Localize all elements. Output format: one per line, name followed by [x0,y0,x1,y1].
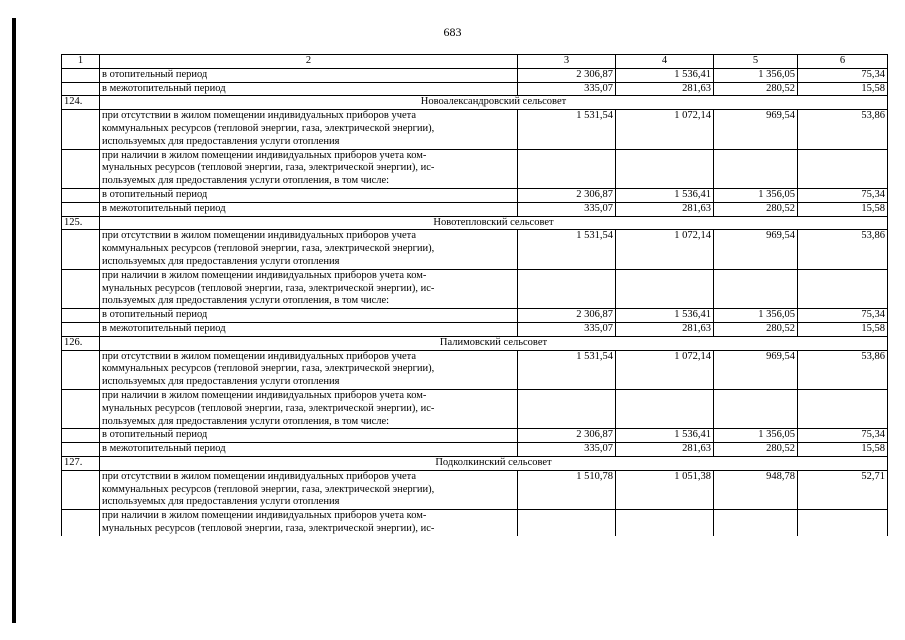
value-cell-col3 [518,149,616,188]
value-cell-col5: 1 356,05 [714,429,798,443]
value-cell-col6: 53,86 [798,230,888,269]
table-row [62,269,888,308]
page-number: 683 [443,25,462,39]
row-description: в отопительный период [100,309,518,323]
value-cell-col5: 969,54 [714,350,798,389]
table-row [62,110,888,149]
row-description: при наличии в жилом помещении индивидуальных приборов учета ком- мунальных ресурсов (тепловой энергии, газа, электрической энергии), ис- [100,510,518,536]
value-cell-col4: 281,63 [616,322,714,336]
header-cell-1: 1 [62,55,100,69]
row-description: в отопительный период [100,429,518,443]
value-cell-col4: 1 536,41 [616,68,714,82]
section-row [62,96,888,110]
value-cell-col4: 1 051,38 [616,470,714,509]
value-cell-col5: 948,78 [714,470,798,509]
row-description: в межотопительный период [100,443,518,457]
header-cell-5: 5 [714,55,798,69]
value-cell-col4 [616,510,714,536]
table-row [62,149,888,188]
value-cell-col3: 335,07 [518,443,616,457]
value-cell-col6: 53,86 [798,110,888,149]
row-description: при отсутствии в жилом помещении индивидуальных приборов учета коммунальных ресурсов (тепловой энергии, газа, электрической энергии), используемых для предоставления услуги отопления [100,470,518,509]
row-number-cell [62,309,100,323]
row-number-cell [62,269,100,308]
table-row [62,309,888,323]
table-body [62,55,888,536]
value-cell-col6: 15,58 [798,202,888,216]
value-cell-col4: 1 072,14 [616,110,714,149]
value-cell-col5: 969,54 [714,110,798,149]
row-number-cell [62,429,100,443]
value-cell-col6 [798,510,888,536]
table-row [62,202,888,216]
tariff-table [61,54,888,536]
row-description: при отсутствии в жилом помещении индивидуальных приборов учета коммунальных ресурсов (тепловой энергии, газа, электрической энергии), используемых для предоставления услуги отопления [100,230,518,269]
table-header-row [62,55,888,69]
row-description: в межотопительный период [100,82,518,96]
value-cell-col5: 280,52 [714,443,798,457]
table-row [62,510,888,536]
value-cell-col6: 15,58 [798,82,888,96]
row-number-cell [62,68,100,82]
table-row [62,188,888,202]
row-number-cell [62,82,100,96]
value-cell-col3: 335,07 [518,322,616,336]
value-cell-col3: 1 531,54 [518,230,616,269]
row-description: в отопительный период [100,188,518,202]
value-cell-col5: 969,54 [714,230,798,269]
value-cell-col4: 1 072,14 [616,350,714,389]
row-number-cell [62,149,100,188]
section-number: 124. [62,96,100,110]
row-description: при отсутствии в жилом помещении индивидуальных приборов учета коммунальных ресурсов (тепловой энергии, газа, электрической энергии), используемых для предоставления услуги отопления [100,110,518,149]
value-cell-col3 [518,389,616,428]
row-description: при наличии в жилом помещении индивидуальных приборов учета ком- мунальных ресурсов (тепловой энергии, газа, электрической энергии), ис- пользуемых для предоставления услуги отопления, в том числе: [100,269,518,308]
row-description: в межотопительный период [100,202,518,216]
header-cell-2: 2 [100,55,518,69]
section-title: Новотепловский сельсовет [100,216,888,230]
value-cell-col3: 2 306,87 [518,429,616,443]
value-cell-col4 [616,269,714,308]
row-number-cell [62,389,100,428]
section-row [62,216,888,230]
header-cell-3: 3 [518,55,616,69]
table-row [62,82,888,96]
value-cell-col5: 280,52 [714,202,798,216]
table-row [62,350,888,389]
value-cell-col4 [616,149,714,188]
value-cell-col4: 1 536,41 [616,309,714,323]
section-row [62,456,888,470]
value-cell-col4: 281,63 [616,443,714,457]
value-cell-col3: 1 510,78 [518,470,616,509]
table-row [62,322,888,336]
value-cell-col5: 280,52 [714,322,798,336]
value-cell-col6 [798,269,888,308]
value-cell-col6: 53,86 [798,350,888,389]
row-description: в межотопительный период [100,322,518,336]
value-cell-col5 [714,269,798,308]
value-cell-col6: 75,34 [798,188,888,202]
value-cell-col5: 1 356,05 [714,68,798,82]
scan-edge-bar [12,18,16,623]
value-cell-col4: 1 072,14 [616,230,714,269]
value-cell-col3: 2 306,87 [518,68,616,82]
value-cell-col4: 281,63 [616,202,714,216]
value-cell-col6: 52,71 [798,470,888,509]
value-cell-col4 [616,389,714,428]
value-cell-col4: 281,63 [616,82,714,96]
value-cell-col3: 335,07 [518,82,616,96]
value-cell-col5 [714,149,798,188]
row-number-cell [62,510,100,536]
row-number-cell [62,350,100,389]
value-cell-col3: 2 306,87 [518,309,616,323]
value-cell-col5: 1 356,05 [714,309,798,323]
row-description: при наличии в жилом помещении индивидуальных приборов учета ком- мунальных ресурсов (тепловой энергии, газа, электрической энергии), ис- пользуемых для предоставления услуги отопления, в том числе: [100,149,518,188]
section-row [62,336,888,350]
row-description: при отсутствии в жилом помещении индивидуальных приборов учета коммунальных ресурсов (тепловой энергии, газа, электрической энергии), используемых для предоставления услуги отопления [100,350,518,389]
row-number-cell [62,230,100,269]
value-cell-col5: 1 356,05 [714,188,798,202]
value-cell-col3 [518,269,616,308]
row-number-cell [62,322,100,336]
value-cell-col6 [798,389,888,428]
table-row [62,389,888,428]
row-number-cell [62,202,100,216]
table-row [62,429,888,443]
row-description: при наличии в жилом помещении индивидуальных приборов учета ком- мунальных ресурсов (тепловой энергии, газа, электрической энергии), ис- пользуемых для предоставления услуги отопления, в том числе: [100,389,518,428]
value-cell-col4: 1 536,41 [616,429,714,443]
section-number: 125. [62,216,100,230]
row-description: в отопительный период [100,68,518,82]
value-cell-col3: 1 531,54 [518,110,616,149]
row-number-cell [62,110,100,149]
value-cell-col5: 280,52 [714,82,798,96]
value-cell-col6: 15,58 [798,322,888,336]
section-number: 126. [62,336,100,350]
value-cell-col3: 1 531,54 [518,350,616,389]
value-cell-col3: 2 306,87 [518,188,616,202]
row-number-cell [62,188,100,202]
section-title: Палимовский сельсовет [100,336,888,350]
table-row [62,230,888,269]
header-cell-6: 6 [798,55,888,69]
table-row [62,470,888,509]
value-cell-col5 [714,510,798,536]
value-cell-col4: 1 536,41 [616,188,714,202]
value-cell-col6: 15,58 [798,443,888,457]
value-cell-col6 [798,149,888,188]
section-number: 127. [62,456,100,470]
value-cell-col3: 335,07 [518,202,616,216]
table-row [62,443,888,457]
value-cell-col6: 75,34 [798,68,888,82]
value-cell-col6: 75,34 [798,309,888,323]
row-number-cell [62,470,100,509]
table-row [62,68,888,82]
value-cell-col3 [518,510,616,536]
section-title: Новоалександровский сельсовет [100,96,888,110]
header-cell-4: 4 [616,55,714,69]
value-cell-col6: 75,34 [798,429,888,443]
row-number-cell [62,443,100,457]
value-cell-col5 [714,389,798,428]
section-title: Подколкинский сельсовет [100,456,888,470]
